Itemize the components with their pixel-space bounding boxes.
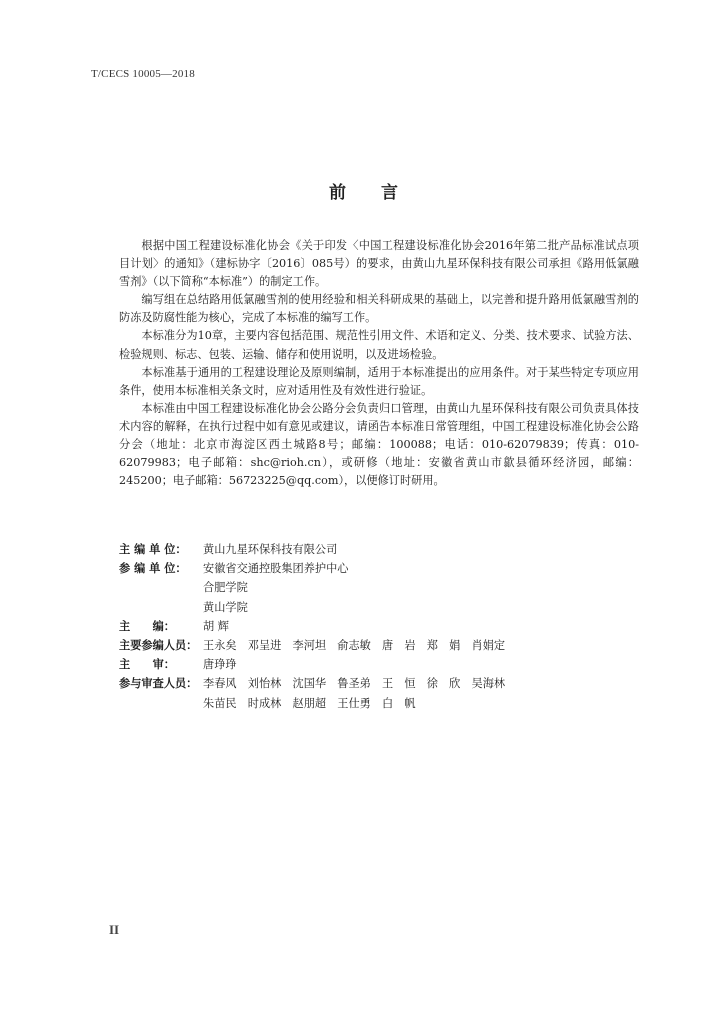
credit-role: 主要参编人员： <box>119 638 198 653</box>
title-char-1: 前 <box>329 183 347 203</box>
credit-role: 参 编 单 位： <box>119 561 187 576</box>
credit-names: 李春风 刘怡林 沈国华 鲁圣弟 王 恒 徐 欣 吴海林 <box>203 677 506 691</box>
credit-names: 唐琤琤 <box>203 658 237 672</box>
page-number: II <box>109 922 120 937</box>
credit-row-chief-editor <box>119 617 505 636</box>
credit-names: 安徽省交通控股集团养护中心 <box>203 562 349 576</box>
credit-names: 合肥学院 <box>203 581 248 595</box>
credit-row-reviewers-2 <box>119 694 505 713</box>
paragraph-1: 根据中国工程建设标准化协会《关于印发〈中国工程建设标准化协会2016年第二批产品标准试点项目计划〉的通知》（建标协字〔2016〕085号）的要求，由黄山九星环保科技有限公司承担《路用低氯融雪剂》（以下简称“本标准”）的制定工作。 <box>119 239 639 289</box>
paragraph-4: 本标准基于通用的工程建设理论及原则编制，适用于本标准提出的应用条件。对于某些特定专项应用条件，使用本标准相关条文时，应对适用性及有效性进行验证。 <box>119 365 639 397</box>
credit-role <box>119 598 203 617</box>
credit-role <box>119 694 203 713</box>
credit-names: 胡 辉 <box>203 619 229 633</box>
credit-row-participating-unit <box>119 559 505 578</box>
title-char-2: 言 <box>381 183 399 203</box>
paragraph-5: 本标准由中国工程建设标准化协会公路分会负责归口管理，由黄山九星环保科技有限公司负责具体技术内容的解释，在执行过程中如有意见或建议，请函告本标准日常管理组，中国工程建设标准化协会公路分会（地址：北京市海淀区西土城路8号；邮编：100088；电话：010-62079839；传真：010-62079983；电子邮箱：shc@rioh.cn），或研修（地址：安徽省黄山市歙县循环经济园，邮编：245200；电子邮箱：56723225@qq.com），以便修订时研用。 <box>119 401 639 488</box>
credit-role: 主 审： <box>119 657 175 672</box>
credit-row-reviewers <box>119 674 505 693</box>
preface-body <box>119 237 639 490</box>
credit-names: 黄山学院 <box>203 600 248 614</box>
credit-names: 朱苗民 时成林 赵朋超 王仕勇 白 帆 <box>203 696 416 710</box>
page-title <box>0 178 728 203</box>
credit-row-participating-unit-2 <box>119 578 505 597</box>
credit-names: 黄山九星环保科技有限公司 <box>203 543 338 556</box>
credit-row-main-drafters <box>119 636 505 655</box>
credits-list <box>119 540 505 713</box>
credit-role: 参与审查人员： <box>119 676 198 691</box>
credit-row-chief-reviewer <box>119 655 505 674</box>
paragraph-3: 本标准分为10章，主要内容包括范围、规范性引用文件、术语和定义、分类、技术要求、试验方法、检验规则、标志、包装、运输、储存和使用说明，以及进场检验。 <box>119 329 639 361</box>
credit-row-chief-unit <box>119 540 505 559</box>
credit-names: 王永矣 邓呈进 李河坦 俞志敏 唐 岩 郑 娟 肖娟定 <box>203 639 506 653</box>
credit-role <box>119 578 203 597</box>
standard-code: T/CECS 10005—2018 <box>91 68 195 80</box>
credit-row-participating-unit-3 <box>119 598 505 617</box>
paragraph-2: 编写组在总结路用低氯融雪剂的使用经验和相关科研成果的基础上，以完善和提升路用低氯融雪剂的防冻及防腐性能为核心，完成了本标准的编写工作。 <box>119 293 639 325</box>
credit-role: 主 编： <box>119 618 175 633</box>
credit-role: 主 编 单 位： <box>119 542 187 556</box>
